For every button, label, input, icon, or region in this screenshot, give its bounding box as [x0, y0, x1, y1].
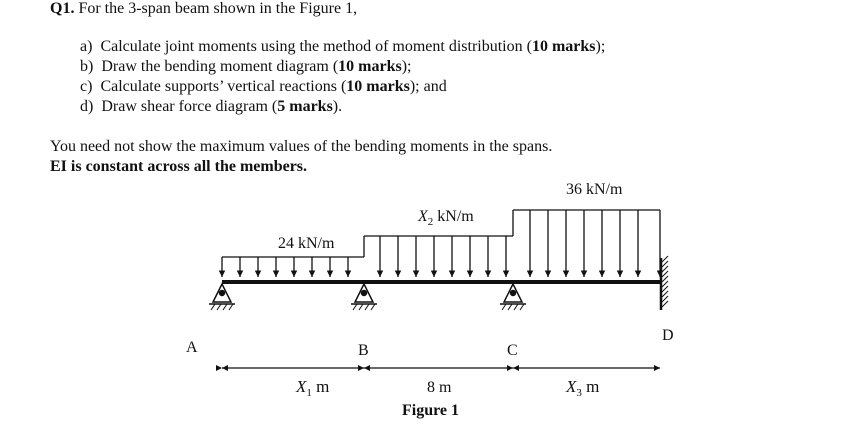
span-middle-label: 8 m: [427, 379, 452, 396]
dimension-lines: [222, 365, 660, 371]
figure-caption: Figure 1: [402, 402, 460, 419]
part-d: d) Draw shear force diagram (5 marks).: [80, 98, 343, 115]
part-a: a) Calculate joint moments using the method of moment distribution (10 marks);: [80, 38, 606, 55]
support-label-a: A: [186, 339, 198, 356]
part-c: c) Calculate supports’ vertical reactions (10 marks); and: [80, 78, 447, 95]
span-right-label: $X_3$ m: [566, 377, 600, 399]
load-right-label: 36 kN/m: [566, 181, 623, 198]
pin-support-c: [500, 284, 526, 310]
fixed-support-d: [661, 256, 668, 310]
part-b: b) Draw the bending moment diagram (10 marks);: [80, 58, 412, 75]
support-label-b: B: [358, 342, 369, 359]
span-left-label: $X_1$ m: [296, 377, 330, 399]
support-label-c: C: [507, 342, 518, 359]
ei-line: EI is constant across all the members.: [50, 158, 308, 175]
question-text: For the 3-span beam shown in the Figure 1,: [74, 0, 358, 17]
note-line: You need not show the maximum values of the bending moments in the spans.: [50, 138, 553, 155]
support-label-d: D: [662, 327, 674, 344]
beam: [222, 280, 660, 284]
udl-right: [513, 210, 660, 277]
pin-support-a: [209, 284, 235, 310]
question-number: Q1.: [50, 0, 75, 17]
load-left-label: 24 kN/m: [278, 235, 335, 252]
pin-support-b: [351, 284, 377, 310]
load-middle-label: $X_2$ kN/m: [418, 208, 474, 228]
